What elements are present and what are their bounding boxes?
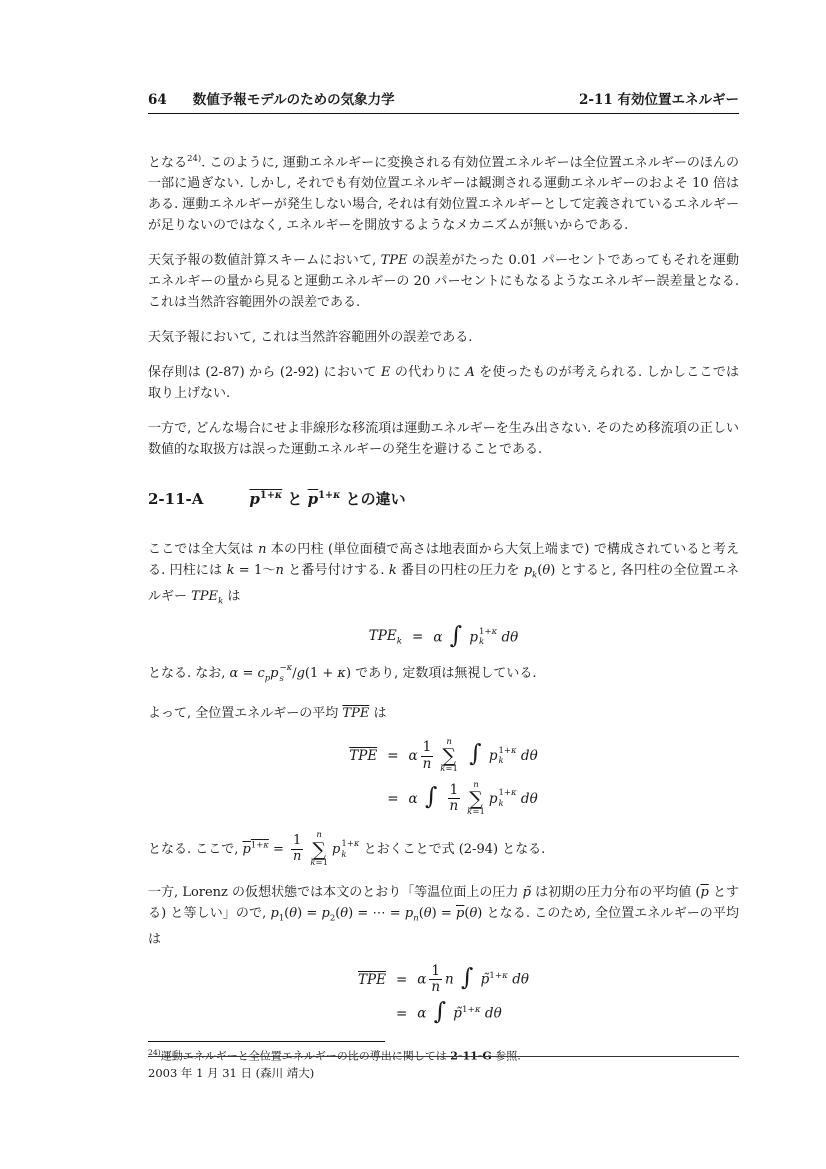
paragraph-mean-intro: よって, 全位置エネルギーの平均 $\overline{TPE}$ は <box>148 705 387 721</box>
paragraph-tpe-error: 天気予報の数値計算スキームにおいて, TPE の誤差がたった 0.01 パーセントであってもそれを運動エネルギーの量から見ると運動エネルギーの 20 パーセントにもなるようなエネルギー誤差量となる. これは当然許容範囲外の誤差である. <box>148 253 740 311</box>
section-heading <box>148 488 739 509</box>
footer-rule <box>148 1056 739 1057</box>
equation-rhs: α $\frac{1}{n}$ n ∑ k=1 ∫ p 1+κ k dθ <box>408 736 538 775</box>
paragraph-forecast-error: 天気予報において, これは当然許容範囲外の誤差である. <box>148 330 473 346</box>
paragraph-conservation: 保存則は (2-87) から (2-92) において E の代わりに A を使ったものが考えられる. しかしここでは取り上げない. <box>148 365 740 402</box>
section-heading-title: $p^{1+\kappa}$ と $\overline{p}^{1+\kappa}$ との違い <box>249 490 406 509</box>
section-heading-number: 2-11-A <box>148 490 204 509</box>
page-footer <box>148 1056 739 1081</box>
paragraph-intro: となる$^{24)}$. このように, 運動エネルギーに変換される有効位置エネルギーは全位置エネルギーのほんの一部に過ぎない. しかし, それでも有効位置エネルギーは観測される運動エネルギーのおよそ 10 倍はある. 運動エネルギーが発生しない場合, それは有効位置エネルギーとして定義されているエネルギーが足りないのではなく, エネルギーを開放するようなメカニズムが無いからである. <box>148 153 739 234</box>
footer-date: 2003 年 1 月 31 日 (森川 靖大) <box>148 1066 315 1080</box>
content-column <box>148 88 739 1065</box>
equation-tpe-mean <box>148 738 739 817</box>
equation-rhs: α ∫ $\frac{1}{n}$ n ∑ k=1 p 1+κ k dθ <box>408 779 538 817</box>
equation-rel: = <box>387 790 399 807</box>
paragraph-columns-setup: ここでは全大気は n 本の円柱 (単位面積で高さは地表面から大気上端まで) で構成されていると考える. 円柱には k = 1〜n と番号付けする. k 番目の円柱の圧力を $p_k(\theta)$ とすると, 各円柱の全位置エネルギー $TPE_k$ は <box>148 542 739 606</box>
equation-lhs: $TPE_k$ <box>368 627 403 647</box>
header-rule <box>148 113 739 114</box>
footnote-text: $^{24)}$運動エネルギーと全位置エネルギーの比の導出に関しては 2-11-G 参照. <box>148 1048 521 1063</box>
page-header <box>148 88 739 108</box>
equation-rhs: α ∫ p 1+κ k dθ <box>433 620 519 649</box>
equation-rel: = <box>412 629 424 646</box>
equation-rhs: α ∫ p̃$^{1+\kappa}$ dθ <box>417 996 502 1025</box>
equation-lhs: $\overline{TPE}$ <box>358 971 386 988</box>
doc-title: 数値予報モデルのための気象力学 <box>192 92 395 108</box>
equation-tpe-k <box>148 620 739 650</box>
equation-rhs: α $\frac{1}{n}$ n ∫ p̃$^{1+\kappa}$ dθ <box>417 962 529 996</box>
footnote-rule <box>148 1041 385 1042</box>
running-section-title: 2-11 有効位置エネルギー <box>579 92 739 108</box>
paragraph-alpha-def: となる. なお, $\alpha = c_pp$ −κ s /g(1 + κ) であり, 定数項は無視している. <box>148 663 537 684</box>
equation-rel: = <box>387 748 399 765</box>
paragraph-advection: 一方で, どんな場合にせよ非線形な移流項は運動エネルギーを生み出さない. そのため移流項の正しい数値的な取扱方は誤った運動エネルギーの発生を避けることである. <box>148 421 739 458</box>
paragraph-lorenz: 一方, Lorenz の仮想状態では本文のとおり「等温位面上の圧力 p̃ は初期の圧力分布の平均値 ($\overline{p}$ とする) と等しい」ので, $p_1(\theta) = p_2(\theta)$ = ⋯ = $p_n(\theta) = \overline{p}(\theta)$ となる. このため, 全位置エネルギーの平均は <box>148 885 739 947</box>
equation-rel: = <box>395 1005 408 1022</box>
page-number: 64 <box>148 92 167 108</box>
equation-rel: = <box>395 971 408 988</box>
equation-lhs: $\overline{TPE}$ <box>349 748 378 765</box>
equation-tpe-lorenz <box>148 964 739 1026</box>
paragraph-pbar-def: となる. ここで, $p^{1+\kappa}$ = $\frac{1}{n}$ n ∑ k=1 p 1+κ k とおくことで式 (2-94) となる. <box>148 830 546 868</box>
